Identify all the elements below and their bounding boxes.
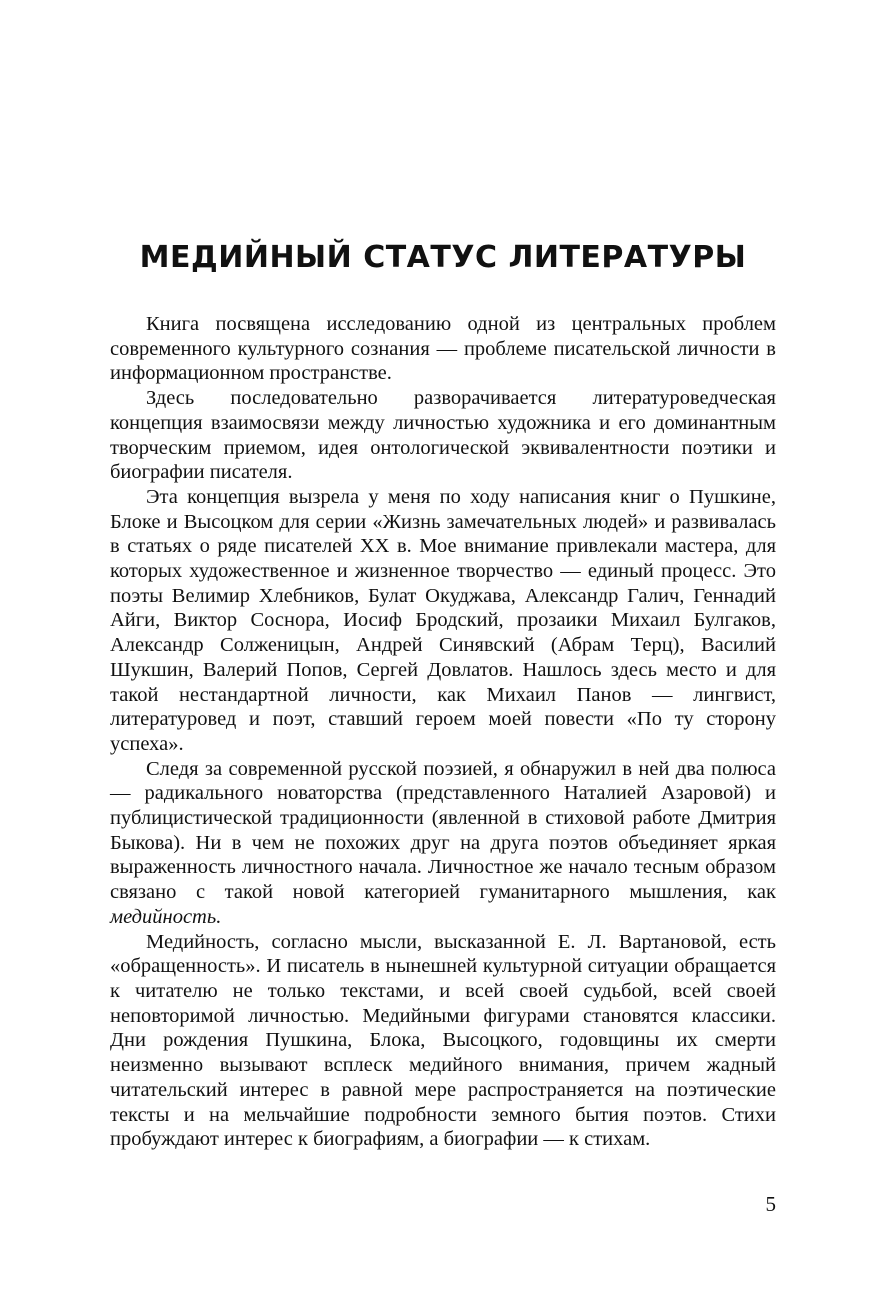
body-text xyxy=(110,312,776,1152)
paragraph-4 xyxy=(110,757,776,930)
italic-term: медийность. xyxy=(110,905,222,928)
page-number: 5 xyxy=(765,1192,776,1216)
paragraph-3: Эта концепция вызрела у меня по ходу написания книг о Пушкине, Блоке и Высоцком для серии «Жизнь замечательных людей» и развивалась в статьях о ряде писателей XX в. Мое внимание привлекали мастера, для которых художественное и жизненное творчество — единый процесс. Это поэты Велимир Хлебников, Булат Окуджава, Александр Галич, Геннадий Айги, Виктор Соснора, Иосиф Бродский, прозаики Михаил Булгаков, Александр Солженицын, Андрей Синявский (Абрам Терц), Василий Шукшин, Валерий Попов, Сергей Довлатов. Нашлось здесь место и для такой нестандартной личности, как Михаил Панов — лингвист, литературовед и поэт, ставший героем моей повести «По ту сторону успеха». xyxy=(110,485,776,755)
chapter-title: МЕДИЙНЫЙ СТАТУС ЛИТЕРАТУРЫ xyxy=(139,240,747,275)
paragraph-2: Здесь последовательно разворачивается литературоведческая концепция взаимосвязи между личностью художника и его доминантным творческим приемом, идея онтологической эквивалентности поэтики и биографии писателя. xyxy=(110,387,776,484)
paragraph-1: Книга посвящена исследованию одной из центральных проблем современного культурного сознания — проблеме писательской личности в информационном пространстве. xyxy=(110,313,776,385)
paragraph-5: Медийность, согласно мысли, высказанной Е. Л. Вартановой, есть «обращенность». И писатель в нынешней культурной ситуации обращается к читателю не только текстами, и всей своей судьбой, всей своей неповторимой личностью. Медийными фигурами становятся классики. Дни рождения Пушкина, Блока, Высоцкого, годовщины их смерти неизменно вызывают всплеск медийного внимания, причем жадный читательский интерес в равной мере распространяется на поэтические тексты и на мельчайшие подробности земного бытия поэтов. Стихи пробуждают интерес к биографиям, а биографии — к стихам. xyxy=(110,930,776,1151)
paragraph-4-text: Следя за современной русской поэзией, я обнаружил в ней два полюса — радикального новаторства (представленного Наталией Азаровой) и публицистической традиционности (явленной в стиховой работе Дмитрия Быкова). Ни в чем не похожих друг на друга поэтов объединяет яркая выраженность личностного начала. Личностное же начало тесным образом связано с такой новой категорией гуманитарного мышления, как xyxy=(110,757,776,904)
